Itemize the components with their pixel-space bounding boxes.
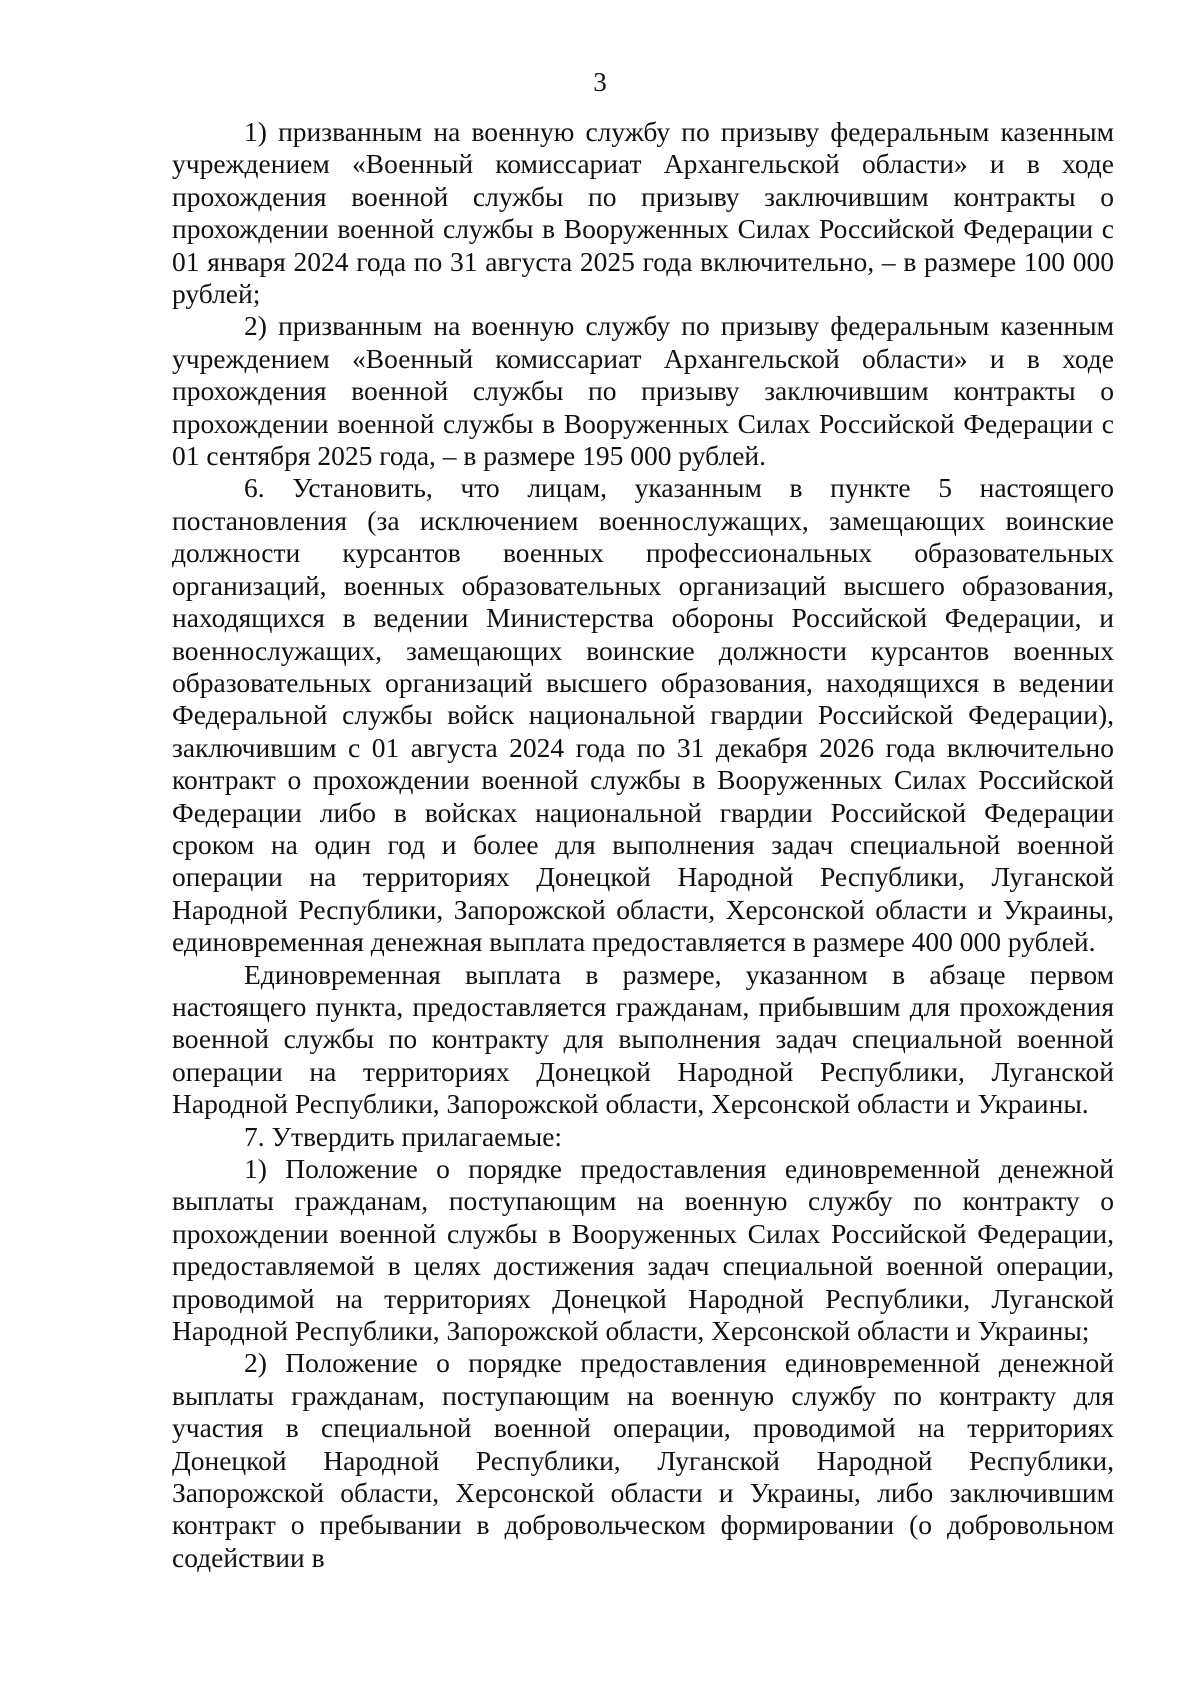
paragraph-subitem-2: 2) призванным на военную службу по призыву федеральным казенным учреждением «Военный комиссариат Архангельской области» и в ходе прохождения военной службы по призыву заключившим контракты о прохождении военной службы в Вооруженных Силах Российской Федерации с 01 сентября 2025 года, – в размере 195 000 рублей. xyxy=(172,310,1114,472)
paragraph-subitem-1: 1) призванным на военную службу по призыву федеральным казенным учреждением «Военный комиссариат Архангельской области» и в ходе прохождения военной службы по призыву заключившим контракты о прохождении военной службы в Вооруженных Силах Российской Федерации с 01 января 2024 года по 31 августа 2025 года включительно, – в размере 100 000 рублей; xyxy=(172,116,1114,310)
paragraph-item-6-second-abzac: Единовременная выплата в размере, указанном в абзаце первом настоящего пункта, предоставляется гражданам, прибывшим для прохождения военной службы по контракту для выполнения задач специальной военной операции на территориях Донецкой Народной Республики, Луганской Народной Республики, Запорожской области, Херсонской области и Украины. xyxy=(172,958,1114,1120)
paragraph-item-7-subitem-2: 2) Положение о порядке предоставления единовременной денежной выплаты гражданам, поступающим на военную службу по контракту для участия в специальной военной операции, проводимой на территориях Донецкой Народной Республики, Луганской Народной Республики, Запорожской области, Херсонской области и Украины, либо заключившим контракт о пребывании в добровольческом формировании (о добровольном содействии в xyxy=(172,1347,1114,1573)
paragraph-item-7-subitem-1: 1) Положение о порядке предоставления единовременной денежной выплаты гражданам, поступающим на военную службу по контракту о прохождении военной службы в Вооруженных Силах Российской Федерации, предоставляемой в целях достижения задач специальной военной операции, проводимой на территориях Донецкой Народной Республики, Луганской Народной Республики, Запорожской области, Херсонской области и Украины; xyxy=(172,1153,1114,1347)
paragraph-item-6: 6. Установить, что лицам, указанным в пункте 5 настоящего постановления (за исключением военнослужащих, замещающих воинские должности курсантов военных профессиональных образовательных организаций, военных образовательных организаций высшего образования, находящихся в ведении Министерства обороны Российской Федерации, и военнослужащих, замещающих воинские должности курсантов военных образовательных организаций высшего образования, находящихся в ведении Федеральной службы войск национальной гвардии Российской Федерации), заключившим с 01 августа 2024 года по 31 декабря 2026 года включительно контракт о прохождении военной службы в Вооруженных Силах Российской Федерации либо в войсках национальной гвардии Российской Федерации сроком на один год и более для выполнения задач специальной военной операции на территориях Донецкой Народной Республики, Луганской Народной Республики, Запорожской области, Херсонской области и Украины, единовременная денежная выплата предоставляется в размере 400 000 рублей. xyxy=(172,472,1114,958)
document-body xyxy=(172,116,1114,1574)
paragraph-item-7: 7. Утвердить прилагаемые: xyxy=(244,1120,563,1152)
page-number: 3 xyxy=(593,67,607,97)
